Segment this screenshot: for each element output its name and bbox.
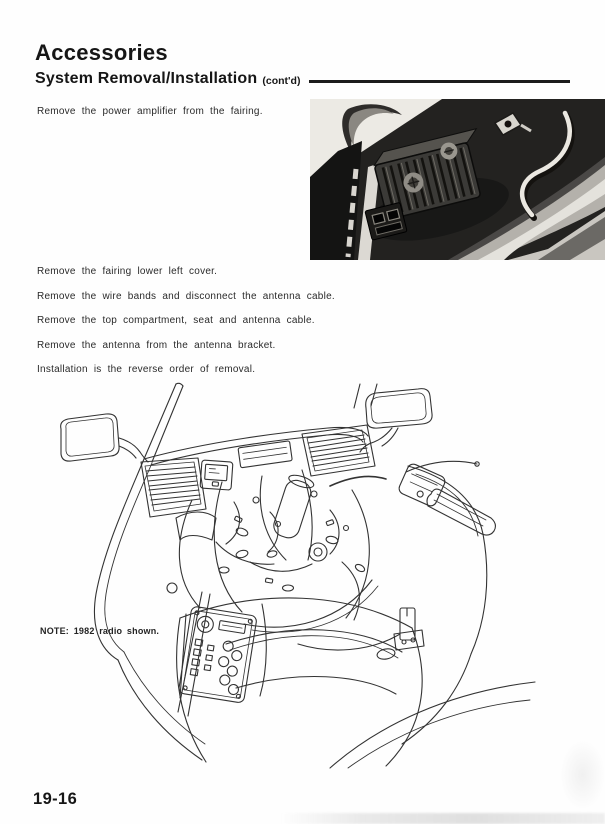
instrument-pod: [200, 460, 233, 490]
page-number: 19-16: [33, 790, 78, 808]
fuel-tank: [180, 598, 412, 628]
power-amplifier-photo: [310, 99, 605, 260]
instruction-step: Remove the wire bands and disconnect the antenna cable.: [37, 290, 335, 302]
scan-smudge: [280, 813, 605, 824]
figure-note-label: NOTE:: [40, 626, 69, 636]
instruction-step: Remove the fairing lower left cover.: [37, 266, 218, 277]
switch-housing: [397, 462, 447, 508]
wiring-harness: [179, 470, 378, 632]
page-title: Accessories: [35, 40, 168, 65]
instruction-intro: Remove the power amplifier from the fairing.: [37, 106, 263, 117]
instruction-steps: [37, 266, 335, 389]
figure-note: [40, 626, 159, 636]
antenna-bracket: [394, 608, 424, 650]
subsection-contd-label: (cont'd): [262, 75, 301, 87]
radio-unit: [178, 606, 257, 703]
instruction-step: Installation is the reverse order of removal.: [37, 364, 256, 375]
scan-smudge: [560, 740, 605, 810]
subsection-heading: [35, 70, 570, 88]
motorcycle-line-drawing: [30, 382, 550, 770]
figure-note-text: 1982 radio shown.: [73, 626, 160, 636]
subsection-title: System Removal/Installation: [35, 70, 258, 87]
instruction-step: Remove the top compartment, seat and antenna cable.: [37, 315, 315, 326]
instruction-step: Remove the antenna from the antenna bracket.: [37, 339, 276, 351]
heading-rule: [309, 80, 570, 83]
right-grip: [427, 489, 495, 535]
